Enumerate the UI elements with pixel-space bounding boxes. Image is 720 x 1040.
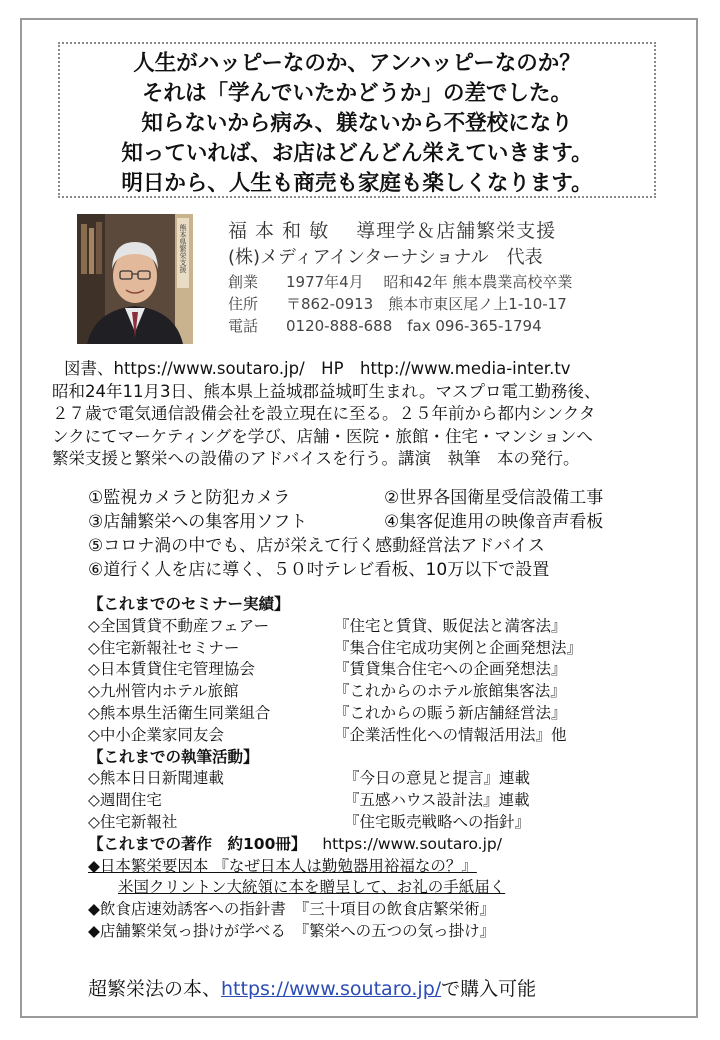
seminars-heading: 【これまでのセミナー実績】 <box>88 595 290 613</box>
bio-line: ２７歳で電気通信設備会社を設立現在に至る。２５年前から都内シンクタ <box>52 404 596 423</box>
motto-box <box>58 42 656 198</box>
profile-name: 福 本 和 敏 導理学＆店舗繁栄支援 <box>228 220 557 242</box>
bio-line: ンクにてマーケティングを学び、店舗・医院・旅館・住宅・マンションへ <box>52 426 593 446</box>
seminar-row <box>88 616 567 638</box>
founded-value: 1977年4月 昭和42年 熊本農業高校卒業 <box>286 273 573 291</box>
address-value: 〒862-0913 熊本市東区尾ノ上1-10-17 <box>286 295 567 313</box>
services-list <box>88 486 604 582</box>
writing-title: 『五感ハウス設計法』連載 <box>344 791 530 810</box>
service-item: ④集客促進用の映像音声看板 <box>384 512 604 532</box>
bio-links-line[interactable]: 図書、https://www.soutaro.jp/ HP http://www.media-inter.tv <box>64 359 571 378</box>
seminar-row <box>88 638 583 660</box>
seminar-org: ◇中小企業家同友会 <box>88 725 224 744</box>
profile-phone <box>228 315 572 337</box>
address-label: 住所 <box>228 295 259 313</box>
writing-row <box>88 790 530 812</box>
phone-value: 0120-888-688 fax 096-365-1794 <box>286 317 542 335</box>
seminar-row <box>88 681 566 703</box>
seminar-org: ◇全国賃貸不動産フェアー <box>88 616 270 635</box>
biography <box>52 358 682 471</box>
books-heading-url[interactable]: https://www.soutaro.jp/ <box>322 834 502 853</box>
seminar-row <box>88 703 567 725</box>
writing-row <box>88 812 531 834</box>
writing-org: ◇住宅新報社 <box>88 812 178 831</box>
bio-line: 繁栄支援と繁栄への設備のアドバイスを行う。講演 執筆 本の発行。 <box>52 449 580 468</box>
service-item: ⑥道行く人を店に導く、５０吋テレビ看板、10万以下で設置 <box>88 560 550 580</box>
motto-line: 人生がハッピーなのか、アンハッピーなのか？ <box>133 51 581 76</box>
service-row <box>88 486 604 510</box>
writing-title: 『今日の意見と提言』連載 <box>344 769 531 788</box>
seminar-row <box>88 659 567 681</box>
seminar-row <box>88 725 567 747</box>
seminar-title: 『住宅と賃貸、販促法と満客法』 <box>334 616 567 635</box>
service-item: ③店舗繁栄への集客用ソフト <box>88 512 308 532</box>
writing-title: 『住宅販売戦略への指針』 <box>344 812 531 831</box>
profile-block <box>228 218 572 337</box>
book-note: 米国クリントン大統領に本を贈呈して、お礼の手紙届く <box>118 878 506 897</box>
achievements <box>88 594 583 943</box>
phone-label: 電話 <box>228 317 259 335</box>
motto-line: 知らないから病み、躾ないから不登校になり <box>141 111 573 136</box>
profile-photo <box>77 214 193 344</box>
profile-founded <box>228 271 572 293</box>
purchase-line <box>88 974 536 1001</box>
book-spine-text: 熊本県繁栄支援 <box>179 224 187 273</box>
service-row <box>88 510 604 534</box>
purchase-link[interactable]: https://www.soutaro.jp/ <box>221 978 442 1000</box>
seminar-org: ◇住宅新報社セミナー <box>88 638 240 657</box>
motto-line: それは「学んでいたかどうか」の差でした。 <box>141 81 572 106</box>
book-item: ◆日本繁栄要因本 『なぜ日本人は勤勉器用裕福なの？』 <box>88 856 477 875</box>
purchase-suffix: で購入可能 <box>441 978 537 1000</box>
seminar-org: ◇九州管内ホテル旅館 <box>88 682 239 701</box>
purchase-prefix: 超繁栄法の本、 <box>88 978 222 1000</box>
profile-address <box>228 293 572 315</box>
writing-org: ◇週間住宅 <box>88 791 162 810</box>
seminar-title: 『企業活性化への情報活用法』他 <box>334 725 567 744</box>
writing-row <box>88 768 531 790</box>
seminar-title: 『賃貸集合住宅への企画発想法』 <box>334 660 567 679</box>
seminar-title: 『集合住宅成功実例と企画発想法』 <box>334 638 583 657</box>
books-heading: 【これまでの著作 約100冊】 <box>88 834 307 853</box>
book-item: ◆飲食店速効誘客への指針書 『三十項目の飲食店繁栄術』 <box>88 900 496 919</box>
service-item: ①監視カメラと防犯カメラ <box>88 488 291 508</box>
motto-line: 知っていれば、お店はどんどん栄えていきます。 <box>121 141 593 166</box>
seminar-org: ◇熊本県生活衛生同業組合 <box>88 703 271 722</box>
seminar-org: ◇日本賃貸住宅管理協会 <box>88 660 255 679</box>
motto-line: 明日から、人生も商売も家庭も楽しくなります。 <box>121 171 593 196</box>
seminar-title: 『これからのホテル旅館集客法』 <box>334 682 566 701</box>
writing-heading: 【これまでの執筆活動】 <box>88 747 259 766</box>
service-item: ②世界各国衛星受信設備工事 <box>384 488 604 508</box>
books-heading-row <box>88 834 505 856</box>
writing-org: ◇熊本日日新聞連載 <box>88 769 224 788</box>
service-item: ⑤コロナ渦の中でも、店が栄えて行く感動経営法アドバイス <box>88 536 545 556</box>
founded-label: 創業 <box>228 273 259 291</box>
bio-line: 昭和24年11月3日、熊本県上益城郡益城町生まれ。マスプロ電工勤務後、 <box>52 381 601 401</box>
book-item: ◆店舗繁栄気っ掛けが学べる 『繁栄への五つの気っ掛け』 <box>88 921 496 940</box>
profile-company: (株)メディアインターナショナル 代表 <box>228 247 543 268</box>
seminar-title: 『これからの賑う新店舗経営法』 <box>334 703 567 722</box>
